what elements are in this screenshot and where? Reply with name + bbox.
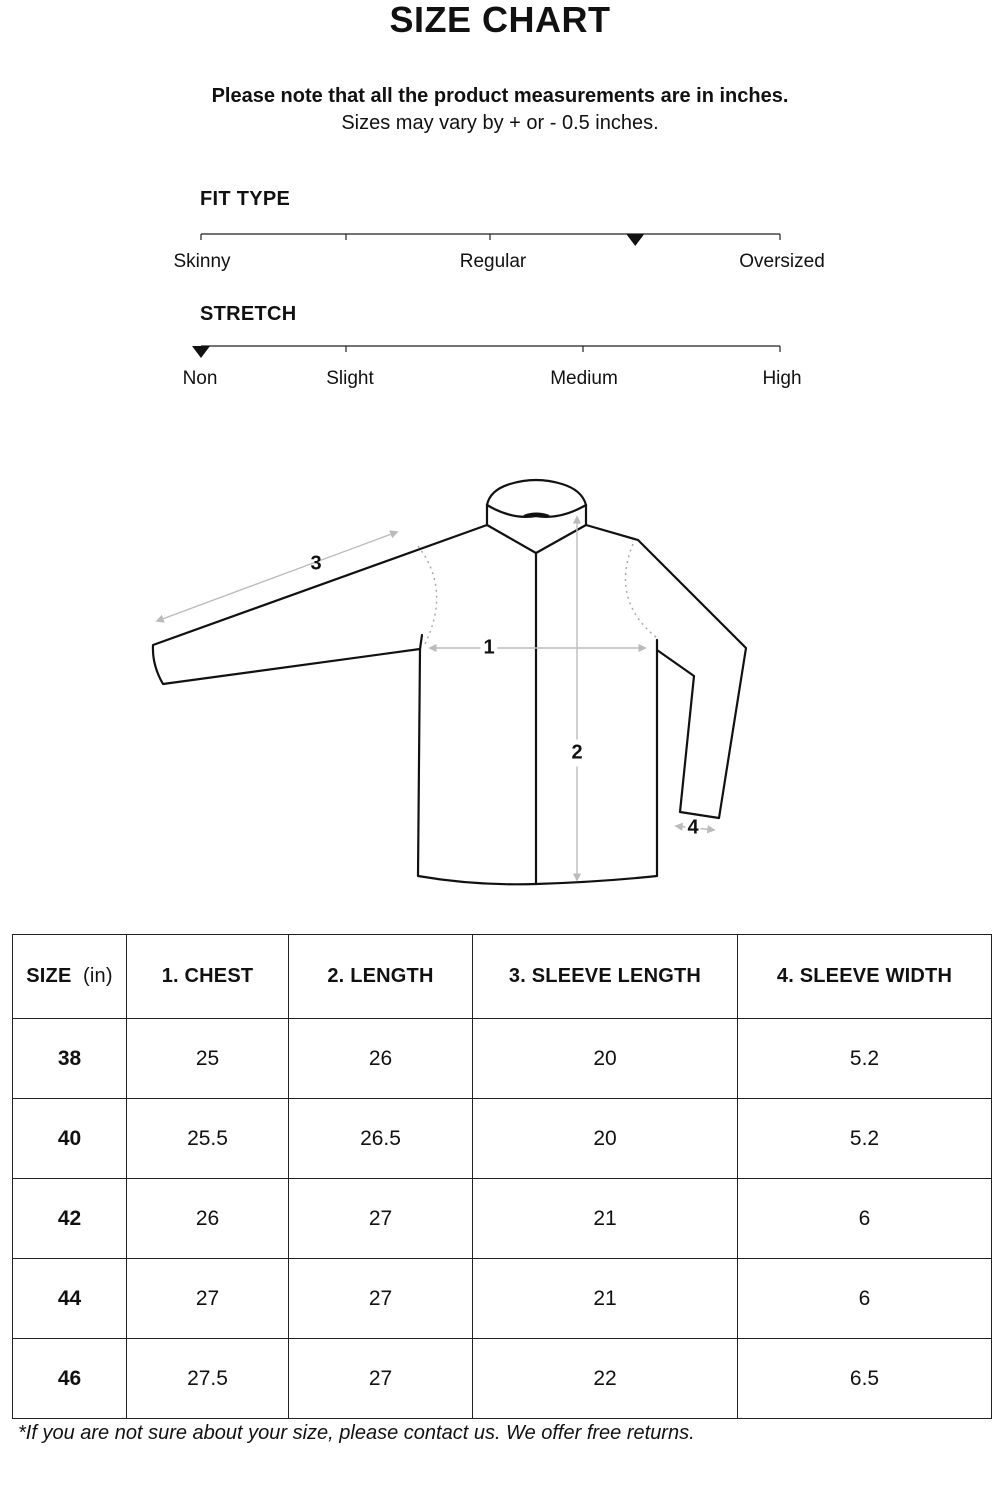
cell-size: 38 xyxy=(13,1019,127,1099)
cell-sleeve-width: 6.5 xyxy=(738,1339,992,1419)
page-title: SIZE CHART xyxy=(389,0,611,40)
header-size-unit: (in) xyxy=(83,965,113,987)
header-length: 2. LENGTH xyxy=(289,935,473,1019)
measurement-note: Please note that all the product measurements are in inches. xyxy=(211,85,789,107)
header-chest: 1. CHEST xyxy=(127,935,289,1019)
cell-chest: 25.5 xyxy=(127,1099,289,1179)
cell-sleeve-width: 5.2 xyxy=(738,1019,992,1099)
cell-size: 44 xyxy=(13,1259,127,1339)
cell-sleeve-width: 6 xyxy=(738,1179,992,1259)
cell-chest: 27 xyxy=(127,1259,289,1339)
cell-chest: 26 xyxy=(127,1179,289,1259)
fit-oversized-label: Oversized xyxy=(739,251,825,272)
header-size-label: SIZE xyxy=(26,965,72,987)
cell-sleeve-length: 22 xyxy=(473,1339,738,1419)
cell-length: 27 xyxy=(289,1259,473,1339)
sleeve-length-measure-label: 3 xyxy=(310,552,322,575)
table-header-row xyxy=(13,935,992,1019)
cell-chest: 25 xyxy=(127,1019,289,1099)
cell-chest: 27.5 xyxy=(127,1339,289,1419)
stretch-medium-label: Medium xyxy=(550,368,618,389)
fit-type-label: FIT TYPE xyxy=(200,188,291,210)
cell-sleeve-width: 5.2 xyxy=(738,1099,992,1179)
measurement-arrows xyxy=(157,517,714,880)
length-measure-label: 2 xyxy=(571,740,582,767)
stretch-high-label: High xyxy=(762,368,802,389)
cell-length: 27 xyxy=(289,1339,473,1419)
fit-regular-label: Regular xyxy=(459,251,527,272)
cell-length: 27 xyxy=(289,1179,473,1259)
cell-size: 40 xyxy=(13,1099,127,1179)
cell-size: 46 xyxy=(13,1339,127,1419)
armhole-curves xyxy=(418,544,657,646)
stretch-slight-label: Slight xyxy=(326,368,374,389)
cell-sleeve-length: 20 xyxy=(473,1019,738,1099)
table-row xyxy=(13,1179,992,1259)
cell-sleeve-length: 20 xyxy=(473,1099,738,1179)
sleeve-width-measure-label: 4 xyxy=(687,816,699,839)
cell-length: 26.5 xyxy=(289,1099,473,1179)
fit-skinny-label: Skinny xyxy=(173,251,231,272)
cell-sleeve-width: 6 xyxy=(738,1259,992,1339)
jacket-outline xyxy=(153,480,746,884)
cell-length: 26 xyxy=(289,1019,473,1099)
footer-note: *If you are not sure about your size, please contact us. We offer free returns. xyxy=(18,1422,695,1444)
table-row xyxy=(13,1019,992,1099)
stretch-label: STRETCH xyxy=(200,303,297,325)
cell-sleeve-length: 21 xyxy=(473,1259,738,1339)
stretch-non-label: Non xyxy=(182,368,218,389)
header-sleeve-length: 3. SLEEVE LENGTH xyxy=(473,935,738,1019)
variance-note: Sizes may vary by + or - 0.5 inches. xyxy=(341,112,659,134)
table-row xyxy=(13,1259,992,1339)
cell-sleeve-length: 21 xyxy=(473,1179,738,1259)
table-row xyxy=(13,1339,992,1419)
size-table xyxy=(12,934,992,1419)
cell-size: 42 xyxy=(13,1179,127,1259)
table-row xyxy=(13,1099,992,1179)
chest-measure-label: 1 xyxy=(480,637,497,660)
header-sleeve-width: 4. SLEEVE WIDTH xyxy=(738,935,992,1019)
header-size xyxy=(13,935,127,1019)
